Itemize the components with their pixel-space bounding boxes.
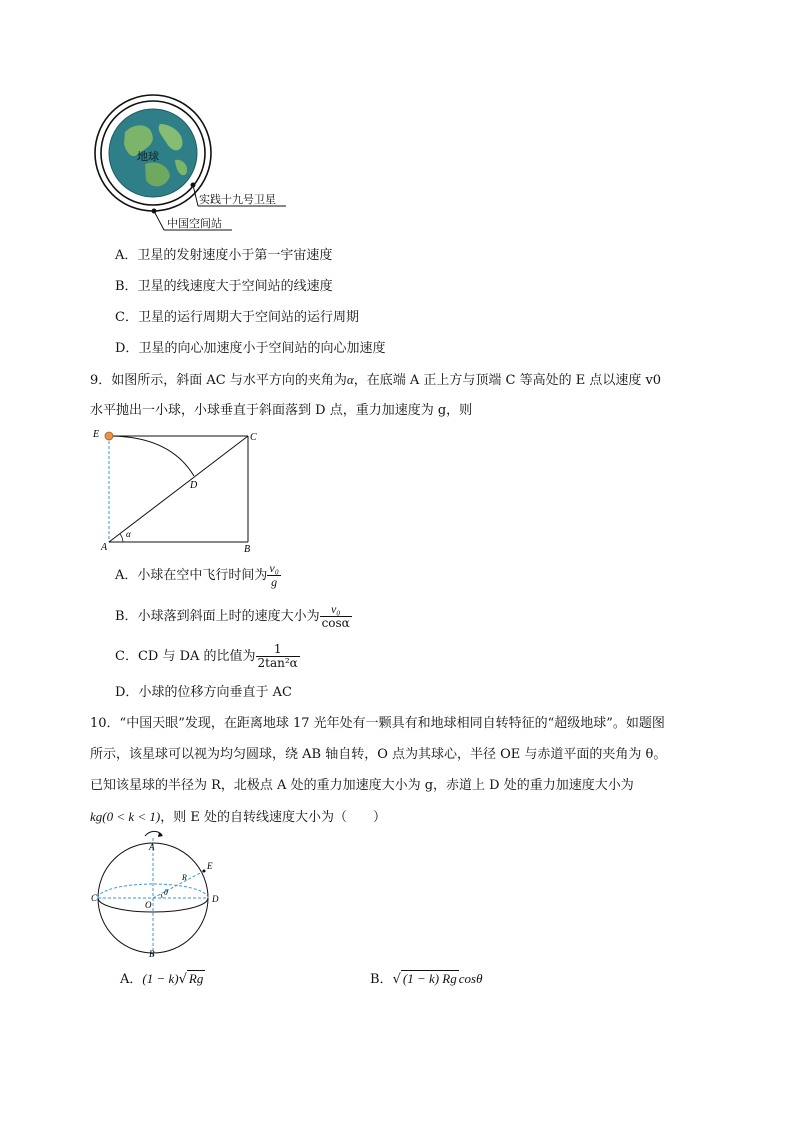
- numerator: 1: [256, 643, 300, 657]
- q10-text: ，则 E 处的自转线速度大小为（ ）: [160, 810, 387, 825]
- point-A-label: A: [101, 542, 108, 553]
- sqrt-sign: √: [392, 972, 401, 987]
- point-B-label: B: [149, 949, 155, 959]
- option-letter: B．: [115, 279, 138, 294]
- point-D-label: D: [212, 894, 219, 904]
- fraction: [267, 562, 281, 589]
- angle-alpha-label: α: [126, 529, 131, 539]
- trajectory-ED: [109, 436, 194, 476]
- q8-option-a: [115, 246, 332, 266]
- sqrt-radicand: (1 − k) Rg: [402, 971, 457, 986]
- numerator: v₀: [320, 603, 352, 617]
- q8-option-c: [115, 308, 359, 328]
- option-letter: B．: [115, 609, 138, 624]
- sqrt-sign: √: [178, 972, 187, 987]
- sqrt-radicand: Rg: [188, 971, 204, 986]
- earth-label: 地球: [137, 150, 159, 163]
- q9-stem-line2: 水平抛出一小球，小球垂直于斜面落到 D 点，重力加速度为 g，则: [90, 403, 473, 418]
- q10-option-a: [120, 969, 205, 990]
- point-E-label: E: [93, 429, 100, 440]
- option-letter: C．: [115, 310, 138, 325]
- point-A-label: A: [149, 842, 155, 852]
- satellite-leader-line: [193, 185, 198, 206]
- option-letter: D．: [115, 685, 139, 700]
- option-letter: A．: [120, 972, 143, 987]
- incline-AC: [109, 436, 248, 542]
- option-letter: C．: [115, 649, 138, 664]
- q10-stem-line1: 10．“中国天眼”发现，在距离地球 17 光年处有一颗具有和地球相同自转特征的“超级地球”。如题图: [90, 716, 665, 731]
- q10-stem-line3: 已知该星球的半径为 R，北极点 A 处的重力加速度大小为 g，赤道上 D 处的重力加速度大小为: [90, 778, 634, 793]
- q10-stem-line4: [90, 807, 386, 828]
- theta-label: θ: [164, 888, 168, 897]
- fraction: [320, 603, 352, 630]
- option-text: 小球的位移方向垂直于 AC: [138, 685, 292, 700]
- q9-text: 9．如图所示，斜面 AC 与水平方向的夹角为: [90, 373, 347, 388]
- point-B-label: B: [244, 544, 251, 555]
- option-letter: D．: [115, 341, 139, 356]
- fraction: [256, 643, 300, 670]
- option-text: 小球在空中飞行时间为: [137, 568, 268, 583]
- q9-option-d: [115, 683, 292, 703]
- point-C-label: C: [91, 893, 98, 903]
- q9-option-a: [115, 562, 281, 589]
- option-letter: B．: [370, 972, 393, 987]
- q9-option-b: [115, 603, 352, 630]
- option-text: 卫星的发射速度小于第一宇宙速度: [137, 248, 333, 263]
- point-E: [203, 870, 206, 873]
- point-E-label: E: [207, 861, 213, 871]
- option-text: CD 与 DA 的比值为: [137, 649, 256, 664]
- option-text: 卫星的运行周期大于空间站的运行周期: [137, 310, 359, 325]
- orbit-figure: [90, 94, 300, 234]
- q9-option-c: [115, 643, 300, 670]
- option-math: (1 − k): [142, 971, 179, 986]
- center-O-label: O: [145, 900, 152, 910]
- point-D-label: D: [190, 480, 198, 491]
- angle-arc: [120, 534, 123, 542]
- station-leader-line: [154, 211, 164, 230]
- option-text: 卫星的线速度大于空间站的线速度: [137, 279, 333, 294]
- option-letter: A．: [115, 568, 138, 583]
- numerator: v₀: [269, 561, 279, 575]
- satellite-label: 实践十九号卫星: [199, 193, 276, 206]
- q10-math: kg(0 < k < 1): [90, 809, 161, 824]
- alpha-symbol: α: [346, 372, 354, 387]
- q9-stem-line1: [90, 370, 661, 391]
- q8-option-d: [115, 339, 385, 359]
- station-label: 中国空间站: [167, 217, 222, 230]
- option-letter: A．: [115, 248, 138, 263]
- denominator: g: [271, 575, 278, 589]
- denominator: cosα: [321, 616, 350, 630]
- q10-option-b: [370, 969, 482, 990]
- incline-figure: [90, 424, 270, 559]
- option-text: 小球落到斜面上时的速度大小为: [137, 609, 320, 624]
- option-math: cosθ: [458, 971, 483, 986]
- radius-R-label: R: [182, 873, 187, 882]
- q9-text: ，在底端 A 正上方与顶端 C 等高处的 E 点以速度 v0: [353, 373, 662, 388]
- point-C-label: C: [250, 432, 257, 443]
- theta-arc: [161, 894, 162, 898]
- option-text: 卫星的向心加速度小于空间站的向心加速度: [138, 341, 386, 356]
- denominator: 2tan²α: [257, 656, 298, 670]
- q10-stem-line2: 所示，该星球可以视为均匀圆球，绕 AB 轴自转，O 点为其球心，半径 OE 与赤道平面的夹角为 θ。: [90, 747, 667, 762]
- q8-option-b: [115, 277, 333, 297]
- ball: [105, 432, 113, 440]
- sphere-figure: [90, 830, 240, 960]
